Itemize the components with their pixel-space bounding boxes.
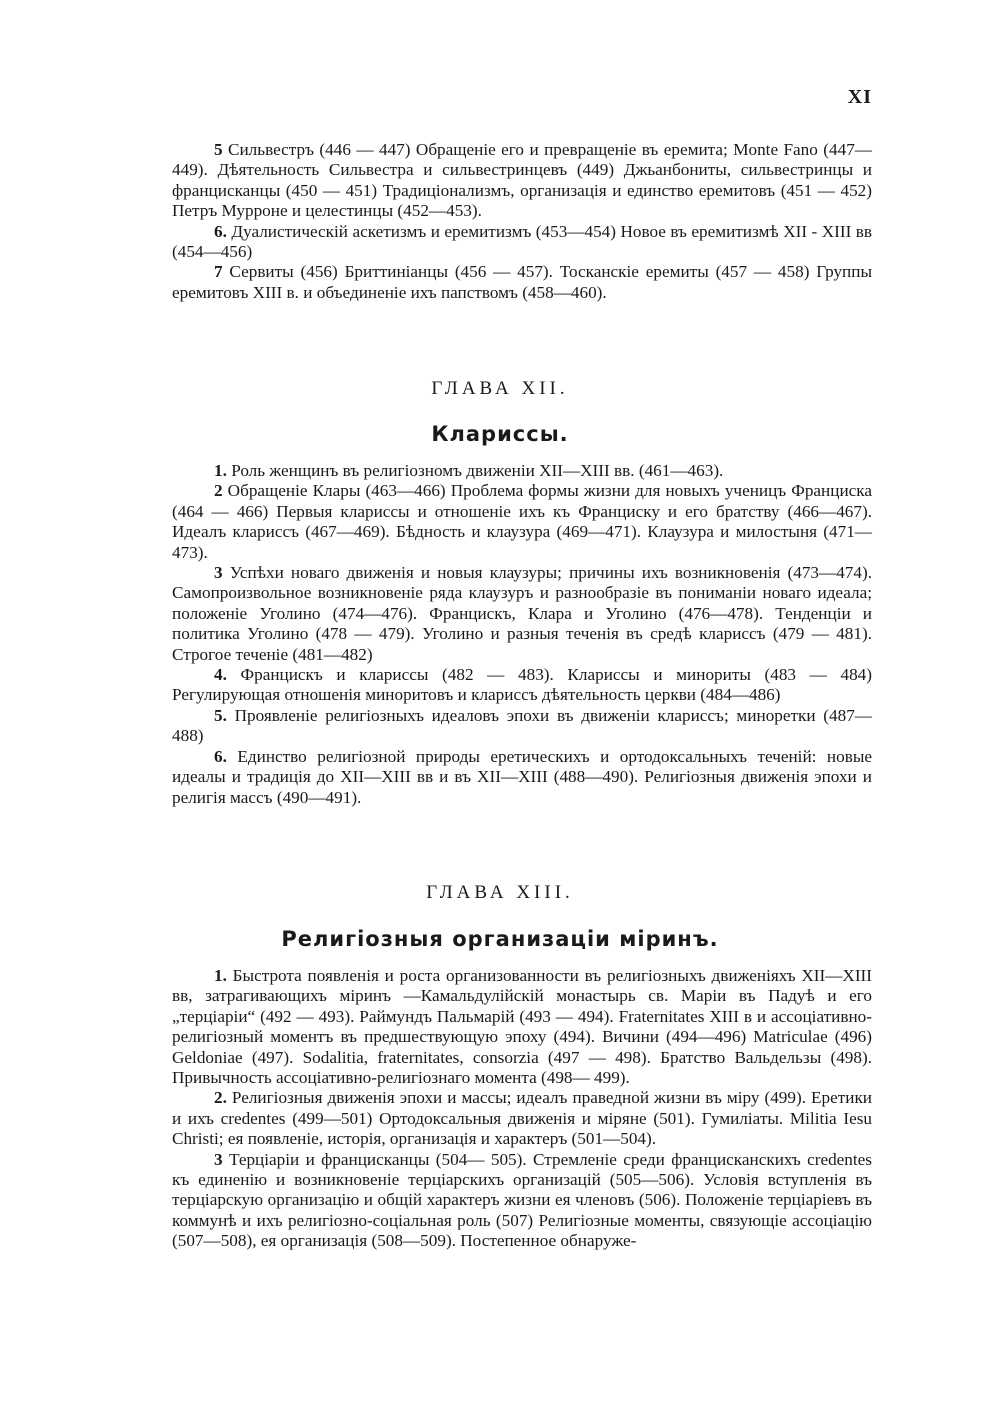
paragraph-number: 3 bbox=[214, 563, 223, 583]
paragraph-number: 5. bbox=[214, 705, 227, 725]
chapter-12-title: Клариссы. bbox=[431, 422, 569, 446]
paragraph bbox=[172, 222, 872, 263]
paragraph-text: Обращеніе Клары (463—466) Проблема формы жизни для новыхъ ученицъ Франциска (464 — 466) Первыя клариссы и отношеніе ихъ къ Франциску и его братству (466—467). Идеалъ клариссъ (467—469). Бѣдность и клаузура (469—471). Клаузура и милостыня (471—473). bbox=[172, 481, 872, 562]
paragraph-text: Сервиты (456) Бриттиніанцы (456 — 457). Тосканскіе еремиты (457 — 458) Группы еремитовъ XIII в. и объединеніе ихъ папствомъ (458—460). bbox=[172, 262, 872, 302]
paragraph-text: Роль женщинъ въ религіозномъ движеніи XII—XIII вв. (461—463). bbox=[226, 461, 724, 480]
paragraph bbox=[172, 481, 872, 563]
chapter-13-contents bbox=[172, 966, 872, 1252]
paragraph-text: Дуалистическій аскетизмъ и еремитизмъ (453—454) Новое въ еремитизмѣ XII - XIII вв (454—456) bbox=[172, 221, 872, 262]
paragraph bbox=[172, 706, 872, 747]
paragraph-number: 5 bbox=[214, 140, 223, 159]
paragraph bbox=[172, 140, 872, 222]
paragraph-number: 6. bbox=[214, 746, 227, 766]
paragraph-text: Успѣхи новаго движенія и новыя клаузуры; причины ихъ возникновенія (473—474). Самопроизвольное возникновеніе ряда клаузуръ и разнообразіе въ пониманіи новаго идеала; положеніе Уголино (474—476). Францискъ, Клара и Уголино (476—478). Тенденціи и политика Уголино (478 — 479). Уголино и разныя теченія въ средѣ клариссъ (479 — 481). Строгое теченіе (481—482) bbox=[172, 563, 872, 664]
paragraph bbox=[172, 262, 872, 303]
paragraph bbox=[172, 966, 872, 1088]
paragraph-number: 2 bbox=[214, 481, 223, 501]
paragraph-text: Проявленіе религіозныхъ идеаловъ эпохи въ движеніи клариссъ; миноретки (487—488) bbox=[172, 705, 872, 746]
page-number: XI bbox=[847, 86, 872, 108]
chapter-12-label: ГЛАВА XII. bbox=[431, 378, 569, 399]
chapter-11-continuation bbox=[172, 140, 872, 303]
paragraph-number: 6. bbox=[214, 221, 227, 241]
paragraph bbox=[172, 563, 872, 665]
paragraph bbox=[172, 461, 872, 481]
paragraph-number: 3 bbox=[214, 1149, 223, 1169]
paragraph-text: Францискъ и клариссы (482 — 483). Клариссы и минориты (483 — 484) Регулирующая отношенія миноритовъ и клариссъ дѣятельность церкви (484—486) bbox=[172, 665, 872, 705]
paragraph-number: 7 bbox=[214, 262, 223, 282]
paragraph bbox=[172, 1088, 872, 1149]
paragraph-number: 2. bbox=[214, 1088, 227, 1108]
paragraph-number: 4. bbox=[214, 665, 227, 685]
chapter-13-label: ГЛАВА XIII. bbox=[426, 882, 574, 903]
paragraph-text: Единство религіозной природы еретическихъ и ортодоксальныхъ теченій: новые идеалы и традиція до XII—XIII вв и въ XII—XIII (488—490). Религіозныя движенія эпохи и религія массъ (490—491). bbox=[172, 746, 872, 807]
chapter-12-contents bbox=[172, 461, 872, 808]
paragraph-text: Религіозныя движенія эпохи и массы; идеалъ праведной жизни въ міру (499). Еретики и ихъ credentes (499—501) Ортодоксальныя движенія и міряне (501). Гумиліаты. Militia Iesu Christi; ея появленіе, исторія, организація и характеръ (501—504). bbox=[172, 1088, 872, 1149]
paragraph-number: 1. bbox=[214, 461, 227, 480]
paragraph-text: Терціаріи и францисканцы (504— 505). Стремленіе среди францисканскихъ credentes къ единенію и возникновеніе терціарскихъ организацій (505—506). Условія вступленія въ терціарскую организацію и общій характеръ жизни ея членовъ (506). Положеніе терціаріевъ въ коммунѣ и ихъ религіозно-соціальная роль (507) Религіозные моменты, связующіе ассоціацію (507—508), ея организація (508—509). Постепенное обнаруже- bbox=[172, 1149, 872, 1251]
paragraph bbox=[172, 1150, 872, 1252]
chapter-13-title: Религіозныя организаціи міринъ. bbox=[281, 927, 719, 951]
paragraph-text: Сильвестръ (446 — 447) Обращеніе его и превращеніе въ еремита; Monte Fano (447—449). Дѣятельность Сильвестра и сильвестринцевъ (449) Джьанбониты, сильвестринцы и францисканцы (450 — 451) Традиціонализмъ, организація и единство еремитовъ (451 — 452) Петръ Мурроне и целестинцы (452—453). bbox=[172, 140, 872, 221]
paragraph-number: 1. bbox=[214, 966, 227, 985]
paragraph bbox=[172, 747, 872, 808]
paragraph-text: Быстрота появленія и роста организованности въ религіозныхъ движеніяхъ XII—XIII вв, затрагивающихъ міринъ —Камальдулійскій монастырь св. Маріи въ Падуѣ и его „терціаріи“ (492 — 493). Раймундъ Пальмарій (493 — 494). Fraternitates XIII в и ассоціативно-религіозный моментъ въ предшествующую эпоху (494). Вичини (494—496) Matriculae (496) Geldoniae (497). Sodalitia, fraternitates, consorzia (497 — 498). Братство Вальдельзы (498). Привычность ассоціативно-религіознаго момента (498— 499). bbox=[172, 966, 872, 1088]
paragraph bbox=[172, 665, 872, 706]
